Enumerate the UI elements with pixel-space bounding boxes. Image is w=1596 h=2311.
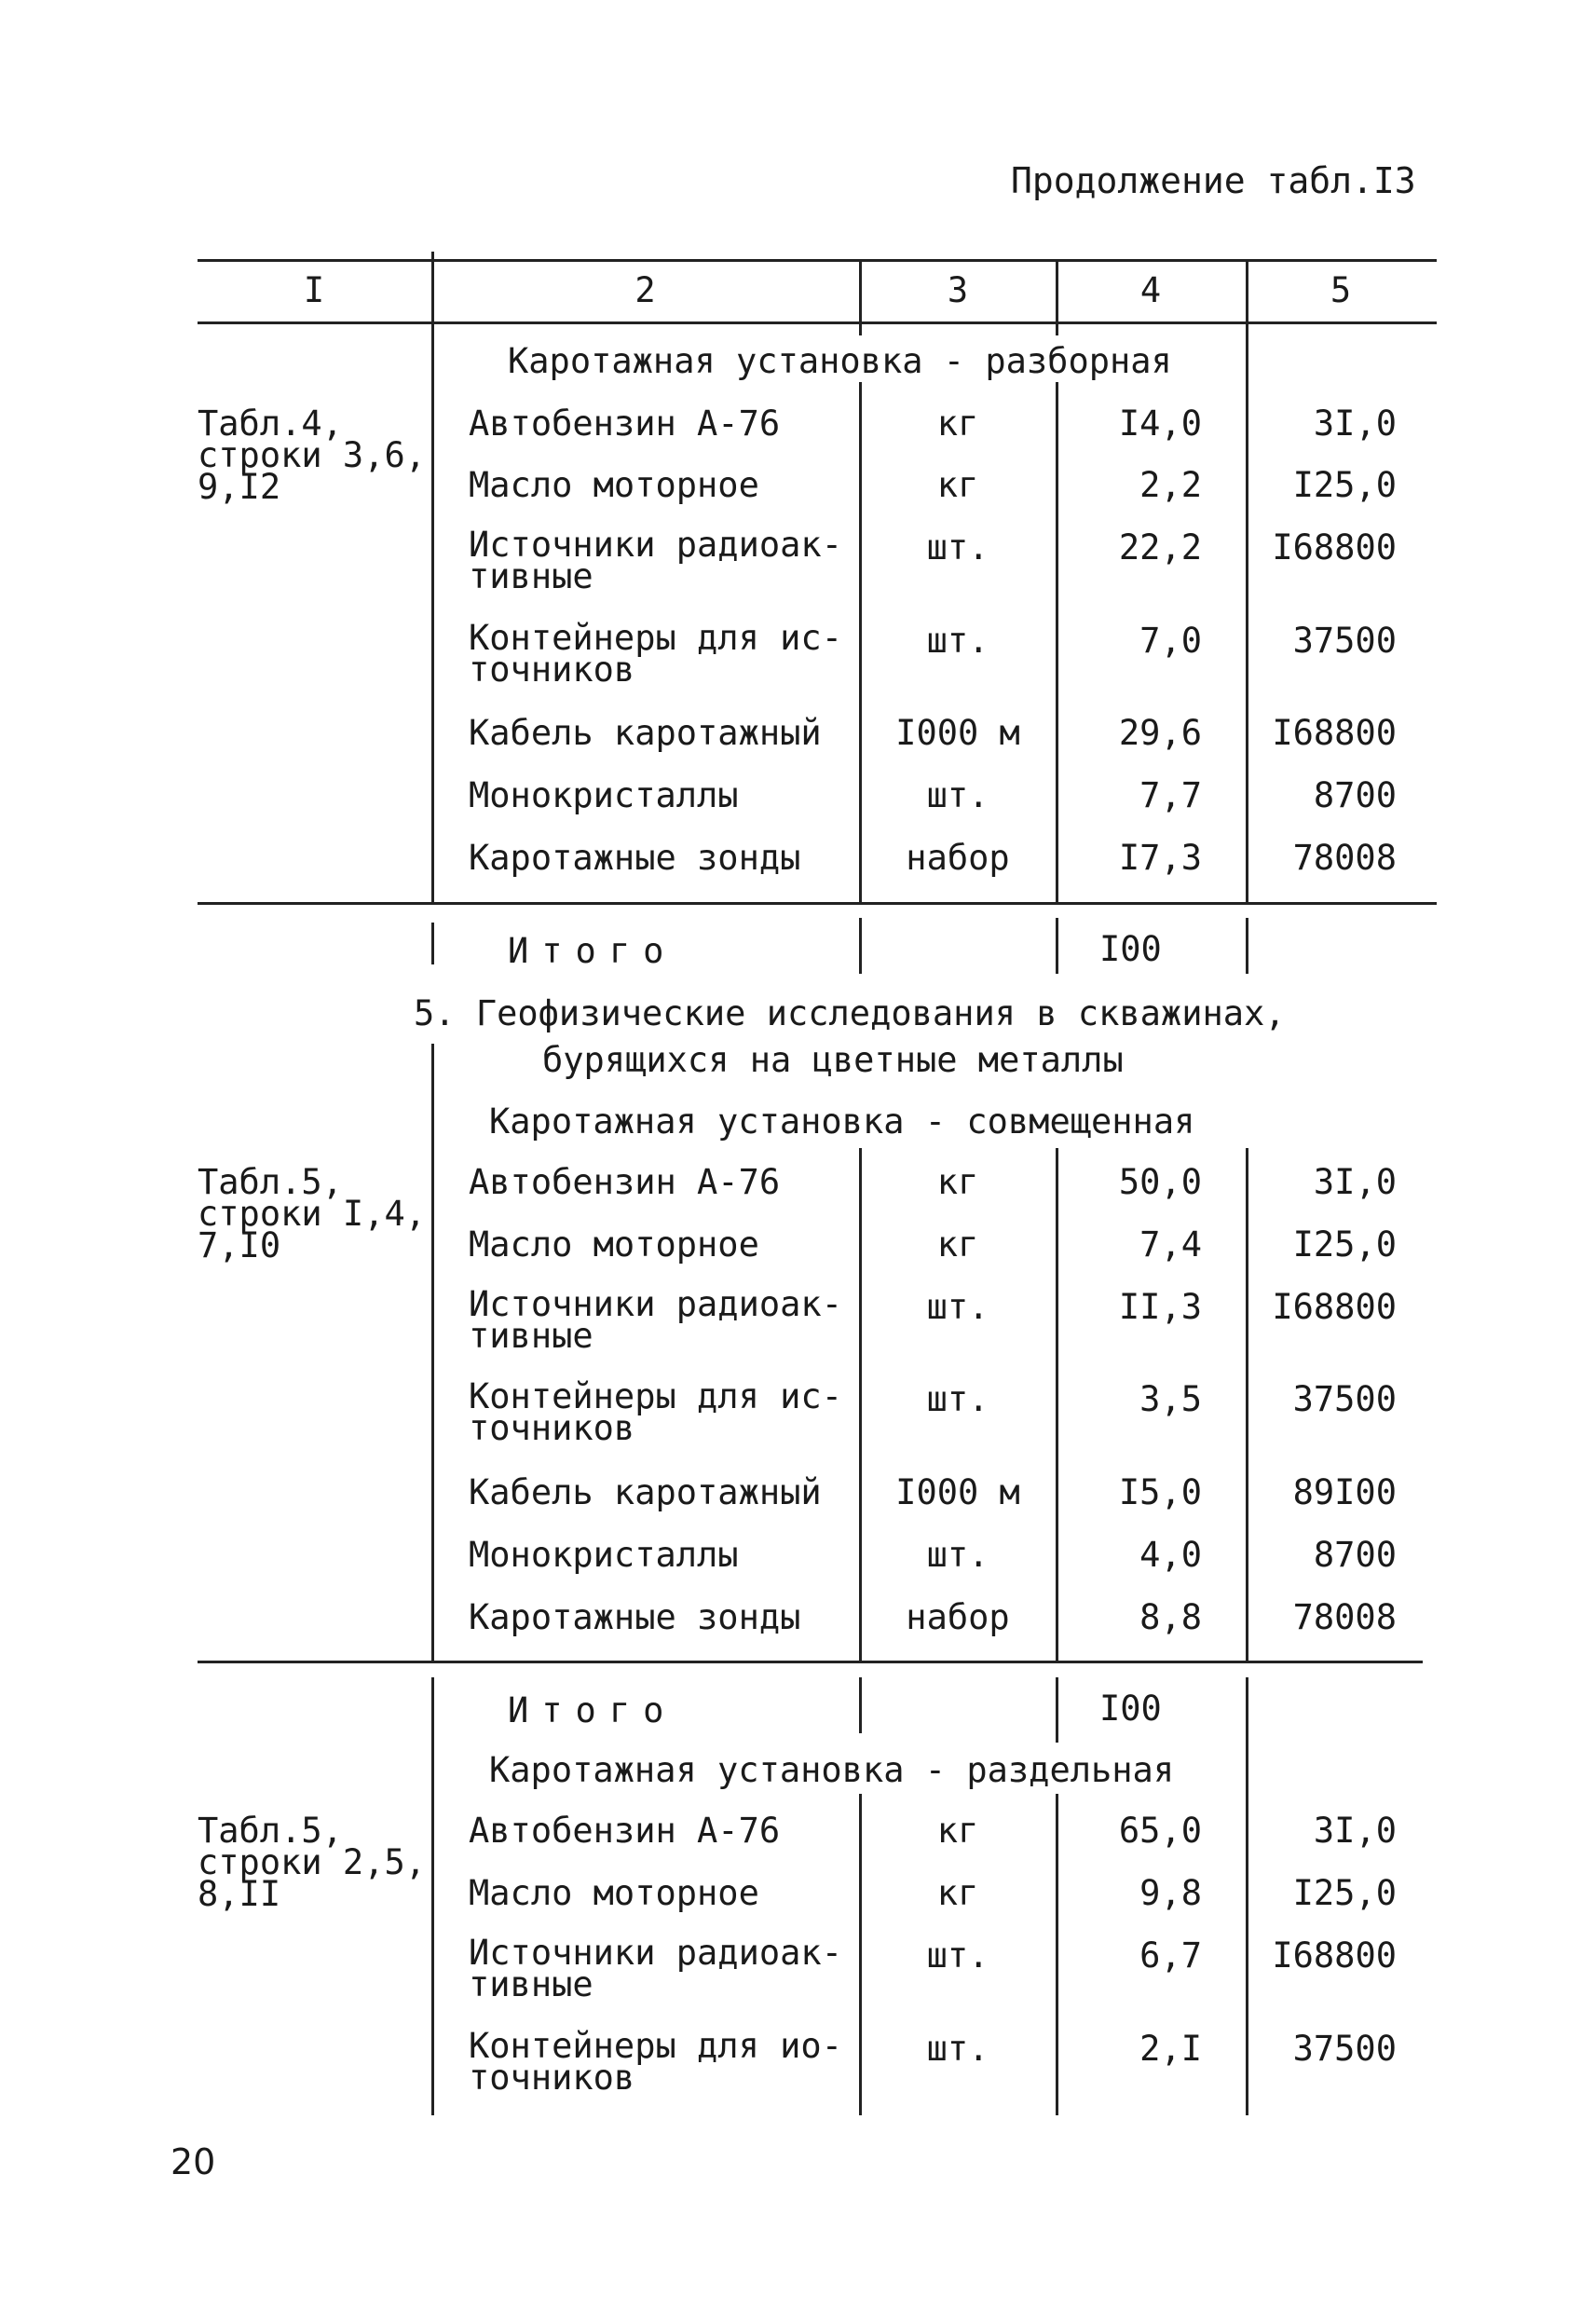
page-number: 20 bbox=[171, 2141, 216, 2182]
table-row-qty: 50,0 bbox=[1118, 1162, 1202, 1202]
table-row-name: Монокристаллы bbox=[469, 1535, 739, 1575]
table-row-unit: шт. bbox=[926, 1935, 989, 1976]
table-row-price: I68800 bbox=[1272, 1935, 1397, 1976]
table-row-qty: 7,0 bbox=[1139, 621, 1202, 661]
table-row-unit: шт. bbox=[926, 775, 989, 815]
table-row-qty: 4,0 bbox=[1139, 1535, 1202, 1575]
table-row-unit: набор bbox=[906, 1597, 1010, 1637]
table-row-unit: I000 м bbox=[895, 713, 1020, 753]
table-row-price: 37500 bbox=[1292, 621, 1397, 661]
col-sep-3 bbox=[1056, 918, 1058, 974]
col-sep-4 bbox=[1246, 918, 1248, 974]
table-row-name: Масло моторное bbox=[469, 1224, 759, 1265]
header-bottom-rule bbox=[198, 321, 1437, 324]
reference-cell: Табл.5, строки 2,5, 8,II bbox=[198, 1811, 427, 1914]
table-row-unit: I000 м bbox=[895, 1472, 1020, 1512]
table-row-qty: 65,0 bbox=[1118, 1811, 1202, 1851]
table-row-name: Каротажные зонды bbox=[469, 1597, 801, 1637]
table-row-unit: набор bbox=[906, 838, 1010, 878]
table-row-price: 3I,0 bbox=[1313, 403, 1397, 444]
table-row-name: Монокристаллы bbox=[469, 775, 739, 815]
table-row-unit: шт. bbox=[926, 527, 989, 567]
table-row-price: I68800 bbox=[1272, 713, 1397, 753]
table-row-qty: 2,2 bbox=[1139, 465, 1202, 505]
col-sep-1 bbox=[431, 923, 434, 964]
column-header-5: 5 bbox=[1330, 270, 1352, 310]
table-row-name: Источники радиоак- тивные bbox=[469, 1933, 842, 2004]
table-row-unit: шт. bbox=[926, 2029, 989, 2069]
table-row-price: 37500 bbox=[1292, 2029, 1397, 2069]
reference-cell: Табл.5, строки I,4, 7,I0 bbox=[198, 1162, 427, 1265]
table-row-price: I25,0 bbox=[1292, 1224, 1397, 1265]
table-row-price: I68800 bbox=[1272, 527, 1397, 567]
table-row-qty: 7,4 bbox=[1139, 1224, 1202, 1265]
table-row-unit: кг bbox=[936, 465, 979, 505]
table-row-name: Автобензин А-76 bbox=[469, 403, 781, 444]
table-row-price: I25,0 bbox=[1292, 1873, 1397, 1913]
page-header: Продолжение табл.I3 bbox=[1011, 160, 1416, 201]
total-value: I00 bbox=[1099, 929, 1162, 969]
table-row-qty: 2,I bbox=[1139, 2029, 1202, 2069]
col-sep-3 bbox=[1056, 1677, 1058, 1743]
table-row-unit: шт. bbox=[926, 621, 989, 661]
table-row-price: 8700 bbox=[1313, 775, 1397, 815]
total-label: Итого bbox=[508, 1690, 677, 1730]
section-a-bottom-rule bbox=[198, 902, 1437, 905]
column-header-2: 2 bbox=[634, 270, 656, 310]
column-header-1: I bbox=[303, 270, 325, 310]
table-row-qty: II,3 bbox=[1118, 1287, 1202, 1327]
section-subtitle: Каротажная установка - разборная bbox=[508, 341, 1172, 381]
total-value: I00 bbox=[1099, 1689, 1162, 1729]
table-row-qty: 8,8 bbox=[1139, 1597, 1202, 1637]
table-row-unit: кг bbox=[936, 1162, 979, 1202]
section-b-bottom-rule bbox=[198, 1661, 1423, 1663]
section-subtitle: Каротажная установка - раздельная bbox=[489, 1750, 1175, 1790]
table-row-unit: кг bbox=[936, 1873, 979, 1913]
table-row-unit: кг bbox=[936, 1811, 979, 1851]
section-heading-cont: бурящихся на цветные металлы bbox=[542, 1040, 1124, 1080]
table-row-qty: I4,0 bbox=[1118, 403, 1202, 444]
table-row-name: Источники радиоак- тивные bbox=[469, 1284, 842, 1356]
table-row-name: Источники радиоак- тивные bbox=[469, 525, 842, 596]
section-subtitle: Каротажная установка - совмещенная bbox=[489, 1101, 1195, 1142]
reference-cell: Табл.4, строки 3,6, 9,I2 bbox=[198, 403, 427, 507]
col-sep-1 bbox=[431, 1677, 434, 2115]
table-row-price: 78008 bbox=[1292, 1597, 1397, 1637]
table-row-qty: 9,8 bbox=[1139, 1873, 1202, 1913]
table-top-rule bbox=[198, 259, 1437, 262]
total-label: Итого bbox=[508, 931, 677, 971]
table-row-price: 89I00 bbox=[1292, 1472, 1397, 1512]
table-row-name: Кабель каротажный bbox=[469, 1472, 822, 1512]
table-row-qty: 22,2 bbox=[1118, 527, 1202, 567]
table-row-qty: I5,0 bbox=[1118, 1472, 1202, 1512]
table-row-unit: шт. bbox=[926, 1535, 989, 1575]
table-row-name: Контейнеры для ис- точников bbox=[469, 618, 842, 690]
table-row-unit: шт. bbox=[926, 1379, 989, 1419]
table-row-name: Контейнеры для ис- точников bbox=[469, 1376, 842, 1448]
table-row-unit: кг bbox=[936, 1224, 979, 1265]
table-row-unit: кг bbox=[936, 403, 979, 444]
table-row-name: Автобензин А-76 bbox=[469, 1162, 781, 1202]
section-heading: 5. Геофизические исследования в скважинах, bbox=[414, 993, 1286, 1033]
table-row-name: Масло моторное bbox=[469, 1873, 759, 1913]
table-row-qty: 6,7 bbox=[1139, 1935, 1202, 1976]
table-row-price: I68800 bbox=[1272, 1287, 1397, 1327]
column-header-3: 3 bbox=[947, 270, 969, 310]
table-row-unit: шт. bbox=[926, 1287, 989, 1327]
table-row-price: 3I,0 bbox=[1313, 1162, 1397, 1202]
table-row-name: Автобензин А-76 bbox=[469, 1811, 781, 1851]
table-row-price: 37500 bbox=[1292, 1379, 1397, 1419]
table-row-price: 78008 bbox=[1292, 838, 1397, 878]
table-row-qty: I7,3 bbox=[1118, 838, 1202, 878]
table-row-name: Контейнеры для ио- точников bbox=[469, 2026, 842, 2098]
table-row-price: 3I,0 bbox=[1313, 1811, 1397, 1851]
col-sep-1 bbox=[431, 1044, 434, 1663]
col-sep-1 bbox=[431, 252, 434, 904]
table-row-qty: 29,6 bbox=[1118, 713, 1202, 753]
col-sep-2 bbox=[859, 918, 862, 974]
table-row-price: 8700 bbox=[1313, 1535, 1397, 1575]
column-header-4: 4 bbox=[1139, 270, 1162, 310]
table-row-price: I25,0 bbox=[1292, 465, 1397, 505]
col-sep-2 bbox=[859, 1677, 862, 1733]
table-row-name: Каротажные зонды bbox=[469, 838, 801, 878]
table-row-name: Масло моторное bbox=[469, 465, 759, 505]
table-row-qty: 3,5 bbox=[1139, 1379, 1202, 1419]
table-row-qty: 7,7 bbox=[1139, 775, 1202, 815]
table-row-name: Кабель каротажный bbox=[469, 713, 822, 753]
